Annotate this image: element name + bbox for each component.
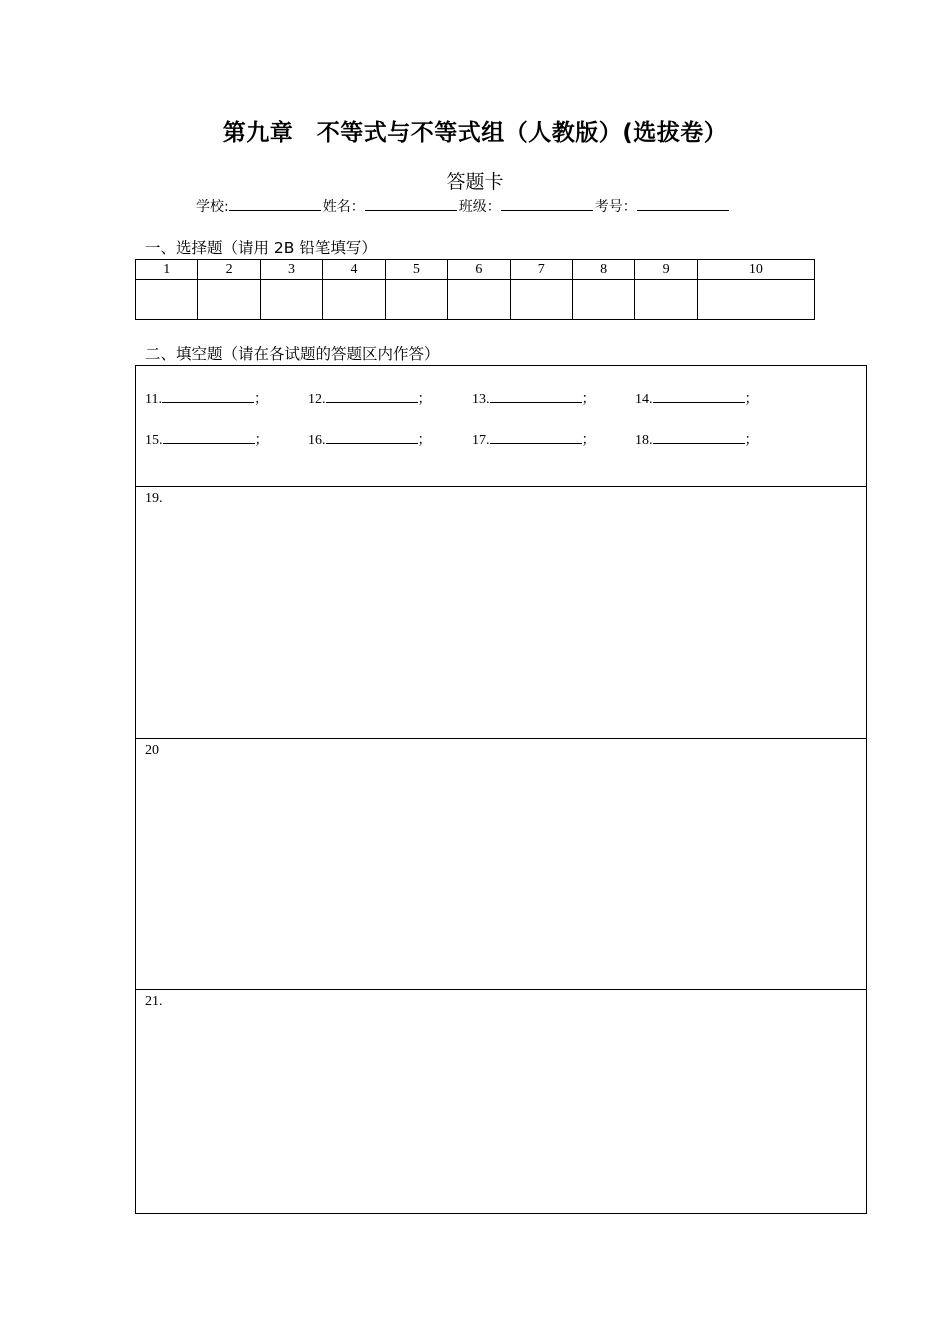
exam-no-field[interactable] [637, 196, 729, 211]
fill-item-18: 18. ； [635, 429, 759, 449]
fill-blank[interactable] [490, 430, 582, 444]
section2-heading: 二、填空题（请在各试题的答题区内作答） [145, 345, 440, 363]
class-label: 班级： [458, 199, 501, 215]
fill-item-13: 13. ； [472, 388, 596, 408]
question-number-cell: 1 [136, 260, 198, 280]
answer-cell[interactable] [198, 280, 260, 320]
student-info-line [196, 196, 731, 216]
choice-header-row [136, 260, 815, 280]
answer-cell[interactable] [572, 280, 634, 320]
fill-blank[interactable] [326, 430, 418, 444]
school-field[interactable] [229, 196, 321, 211]
answer-cell[interactable] [323, 280, 385, 320]
answer-box-20[interactable] [135, 738, 867, 990]
page-title: 第九章 不等式与不等式组（人教版）(选拔卷） [222, 120, 728, 146]
exam-no-label: 考号： [594, 199, 637, 215]
question-number-cell: 4 [323, 260, 385, 280]
fill-blank[interactable] [326, 389, 418, 403]
answer-box-label: 20 [145, 743, 159, 758]
fill-item-16: 16. ； [308, 429, 432, 449]
answer-cell[interactable] [448, 280, 510, 320]
question-number-cell: 10 [697, 260, 814, 280]
answer-cell[interactable] [385, 280, 447, 320]
fill-blank[interactable] [162, 389, 254, 403]
fill-blank[interactable] [490, 389, 582, 403]
question-number-cell: 6 [448, 260, 510, 280]
choice-answer-table [135, 259, 815, 320]
fill-blank[interactable] [163, 430, 255, 444]
name-label: 姓名： [322, 199, 365, 215]
answer-cell[interactable] [260, 280, 322, 320]
answer-box-21[interactable] [135, 989, 867, 1214]
fill-item-17: 17. ； [472, 429, 596, 449]
fill-blank[interactable] [653, 430, 745, 444]
fill-blank[interactable] [653, 389, 745, 403]
question-number-cell: 5 [385, 260, 447, 280]
fill-item-12: 12. ； [308, 388, 432, 408]
question-number-cell: 7 [510, 260, 572, 280]
section1-heading: 一、选择题（请用 2B 铅笔填写） [145, 239, 377, 257]
school-label: 学校: [196, 199, 229, 215]
class-field[interactable] [501, 196, 593, 211]
answer-box-19[interactable] [135, 486, 867, 739]
answer-box-label: 19. [145, 491, 163, 506]
question-number-cell: 3 [260, 260, 322, 280]
answer-sheet-subtitle: 答题卡 [446, 171, 504, 193]
name-field[interactable] [365, 196, 457, 211]
question-number-cell: 8 [572, 260, 634, 280]
fill-item-14: 14. ； [635, 388, 759, 408]
question-number-cell: 9 [635, 260, 697, 280]
answer-cell[interactable] [136, 280, 198, 320]
answer-box-label: 21. [145, 994, 163, 1009]
answer-cell[interactable] [697, 280, 814, 320]
choice-answer-row [136, 280, 815, 320]
answer-cell[interactable] [510, 280, 572, 320]
fill-item-15: 15. ； [145, 429, 269, 449]
question-number-cell: 2 [198, 260, 260, 280]
fill-in-answer-box [135, 365, 867, 487]
answer-cell[interactable] [635, 280, 697, 320]
fill-item-11: 11. ； [145, 388, 268, 408]
